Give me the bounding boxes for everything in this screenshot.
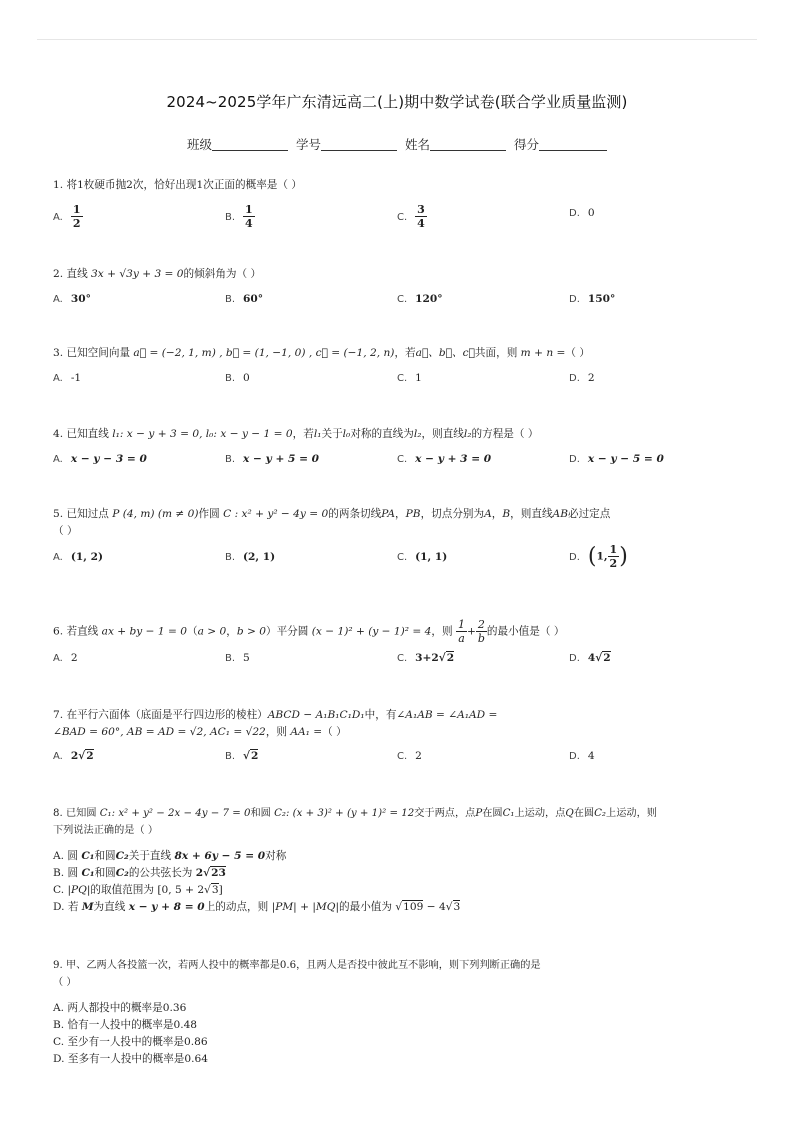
q1-option-a[interactable]: A. $\frac{1}{2}$ <box>53 203 81 230</box>
q7-option-c[interactable]: C. 2 <box>397 750 422 762</box>
q8-option-b[interactable]: B. 圆 C₁和圆C₂的公共弦长为 2√23 <box>53 867 226 879</box>
q1-option-d[interactable]: D. 0 <box>569 207 595 219</box>
class-blank[interactable] <box>212 137 288 151</box>
q6-option-d[interactable]: D. 4√2 <box>569 652 611 664</box>
fraction: $\frac{1}{4}$ <box>245 203 253 230</box>
q2-option-b[interactable]: B. 60° <box>225 293 264 305</box>
student-id-label: 学号 <box>295 137 321 152</box>
question-6 <box>53 618 758 645</box>
score-label: 得分 <box>513 137 539 152</box>
question-2-stem: 2. 直线 3x + √3y + 3 = 0的倾斜角为（ ） <box>53 268 262 280</box>
question-4-stem: 4. 已知直线 l₁: x − y + 3 = 0, l₀: x − y − 1 = 0，若l₁关于l₀对称的直线为l₂，则直线l₂的方程是（ ） <box>53 428 539 440</box>
question-1-stem: 1. 将1枚硬币抛2次，恰好出现1次正面的概率是（ ） <box>53 179 302 191</box>
q3-option-c[interactable]: C. 1 <box>397 372 422 384</box>
q9-option-c[interactable]: C. 至少有一人投中的概率是0.86 <box>53 1036 208 1048</box>
q6-option-c[interactable]: C. 3+2√2 <box>397 652 455 664</box>
question-1 <box>53 177 758 194</box>
question-3-stem: 3. 已知空间向量 a⃗ = (−2, 1, m) , b⃗ = (1, −1, 0) , c⃗ = (−1, 2, n)，若a⃗、b⃗、c⃗共面，则 m + n =（ ） <box>53 347 590 359</box>
question-6-options <box>53 652 753 672</box>
question-7-stem: 7. 在平行六面体（底面是平行四边形的棱柱）ABCD − A₁B₁C₁D₁中，有∠A₁AB = ∠A₁AD = ∠BAD = 60°, AB = AD = √2, AC₁ = √22，则 AA₁ =（ ） <box>53 709 498 738</box>
fraction: $\frac{3}{4}$ <box>417 203 425 230</box>
q1-option-c[interactable]: C. $\frac{3}{4}$ <box>397 203 425 230</box>
q6-option-b[interactable]: B. 5 <box>225 652 250 664</box>
q5-option-b[interactable]: B. (2, 1) <box>225 551 276 563</box>
question-3-options <box>53 372 753 392</box>
question-1-options <box>53 203 753 230</box>
q7-option-d[interactable]: D. 4 <box>569 750 595 762</box>
q7-option-b[interactable]: B. √2 <box>225 750 259 762</box>
class-label: 班级 <box>186 137 212 152</box>
q9-option-a[interactable]: A. 两人都投中的概率是0.36 <box>53 1002 187 1014</box>
q5-option-c[interactable]: C. (1, 1) <box>397 551 448 563</box>
question-4-options <box>53 453 753 473</box>
question-8-stem: 8. 已知圆 C₁: x² + y² − 2x − 4y − 7 = 0和圆 C₂: (x + 3)² + (y + 1)² = 12交于两点，点P在圆C₁上运动，点Q在圆C₂上运动，则 下列说法正确的是（ ） <box>53 808 657 836</box>
q2-option-a[interactable]: A. 30° <box>53 293 91 305</box>
question-9-options <box>53 1000 208 1068</box>
q2-option-c[interactable]: C. 120° <box>397 293 443 305</box>
fraction: $\frac{1}{2}$ <box>609 543 618 570</box>
name-blank[interactable] <box>430 137 506 151</box>
q4-option-b[interactable]: B. x − y + 5 = 0 <box>225 453 320 465</box>
q8-option-a[interactable]: A. 圆 C₁和圆C₂关于直线 8x + 6y − 5 = 0对称 <box>53 850 287 862</box>
q4-option-d[interactable]: D. x − y − 5 = 0 <box>569 453 664 465</box>
question-9 <box>53 957 758 991</box>
exam-title: 2024~2025学年广东清远高二(上)期中数学试卷(联合学业质量监测) <box>166 93 628 111</box>
fraction: $\frac{1}{a}$ <box>457 618 465 645</box>
q4-option-c[interactable]: C. x − y + 3 = 0 <box>397 453 492 465</box>
question-5-options <box>53 543 753 579</box>
q1-option-b[interactable]: B. $\frac{1}{4}$ <box>225 203 253 230</box>
fraction: $\frac{1}{2}$ <box>72 203 81 230</box>
q5-option-d[interactable]: D. (1, $\frac{1}{2}$ ) <box>569 543 628 570</box>
question-2 <box>53 266 758 283</box>
name-label: 姓名 <box>404 137 430 152</box>
question-9-stem: 9. 甲、乙两人各投篮一次，若两人投中的概率都是0.6，且两人是否投中彼此互不影响，则下列判断正确的是 （ ） <box>53 960 541 988</box>
question-3 <box>53 345 758 362</box>
question-8-options <box>53 848 460 916</box>
q4-option-a[interactable]: A. x − y − 3 = 0 <box>53 453 147 465</box>
q5-option-a[interactable]: A. (1, 2) <box>53 551 103 563</box>
student-info-line <box>0 135 794 153</box>
q2-option-d[interactable]: D. 150° <box>569 293 616 305</box>
score-blank[interactable] <box>539 137 607 151</box>
q7-option-a[interactable]: A. 2√2 <box>53 750 94 762</box>
question-2-options <box>53 293 753 313</box>
top-rule <box>37 39 757 40</box>
question-5-stem: 5. 已知过点 P (4, m) (m ≠ 0)作圆 C : x² + y² − 4y = 0的两条切线PA，PB，切点分别为A，B，则直线AB必过定点 （ ） <box>53 508 611 537</box>
question-7-options <box>53 750 753 770</box>
q3-option-a[interactable]: A. -1 <box>53 372 82 384</box>
q3-option-d[interactable]: D. 2 <box>569 372 595 384</box>
fraction: $\frac{2}{b}$ <box>477 618 485 645</box>
question-8 <box>53 805 758 839</box>
q9-option-d[interactable]: D. 至多有一人投中的概率是0.64 <box>53 1053 208 1065</box>
q8-option-d[interactable]: D. 若 M为直线 x − y + 8 = 0上的动点，则 |PM| + |MQ|的最小值为 √109 − 4√3 <box>53 901 461 913</box>
question-5 <box>53 506 758 540</box>
q8-option-c[interactable]: C. |PQ|的取值范围为 [0, 5 + 2√3] <box>53 884 223 896</box>
question-4 <box>53 426 758 443</box>
q6-option-a[interactable]: A. 2 <box>53 652 78 664</box>
q9-option-b[interactable]: B. 恰有一人投中的概率是0.48 <box>53 1019 198 1031</box>
question-6-stem: 6. 若直线 ax + by − 1 = 0（a > 0，b > 0）平分圆 (x − 1)² + (y − 1)² = 4，则 $\frac{1}{a}$ + $\frac{2}{b}$ 的最小值是（ ） <box>53 618 565 645</box>
question-7 <box>53 707 758 741</box>
q3-option-b[interactable]: B. 0 <box>225 372 250 384</box>
student-id-blank[interactable] <box>321 137 397 151</box>
